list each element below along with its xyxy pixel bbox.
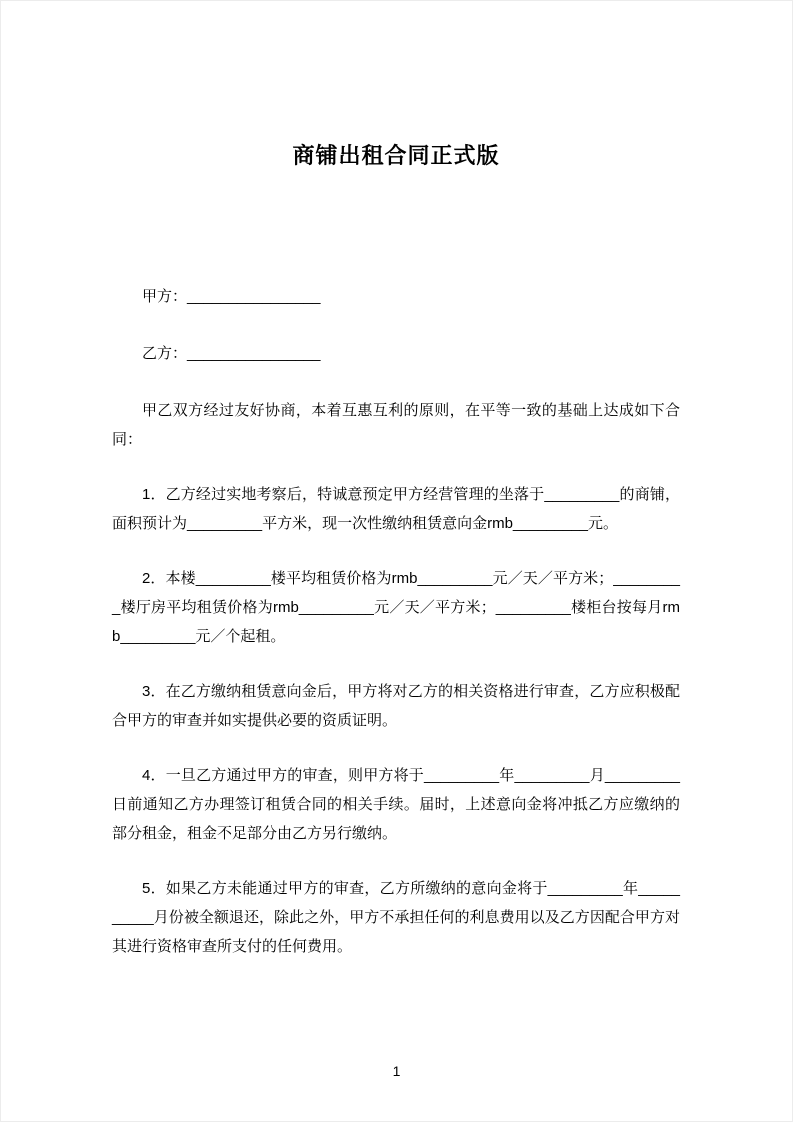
intro-paragraph: 甲乙双方经过友好协商，本着互惠互利的原则，在平等一致的基础上达成如下合同： [112, 402, 680, 448]
clause-4: 4．一旦乙方通过甲方的审查，则甲方将于_________年_________月_________日前通知乙方办理签订租赁合同的相关手续。届时，上述意向金将冲抵乙方应缴纳的部分租金，租金不足部分由乙方另行缴纳。 [112, 767, 680, 842]
clause-1: 1．乙方经过实地考察后，特诚意预定甲方经营管理的坐落于_________的商铺，面积预计为_________平方米，现一次性缴纳租赁意向金rmb_________元。 [112, 486, 680, 532]
party-a-line: 甲方：________________ [142, 288, 321, 305]
party-b-line: 乙方：________________ [142, 345, 321, 362]
clause-5: 5．如果乙方未能通过甲方的审查，乙方所缴纳的意向金将于_________年__________月份被全额退还，除此之外，甲方不承担任何的利息费用以及乙方因配合甲方对其进行资格审查所支付的任何费用。 [112, 880, 680, 955]
document-title: 商铺出租合同正式版 [292, 143, 500, 168]
page-number: 1 [392, 1063, 401, 1079]
clause-2: 2．本楼_________楼平均租赁价格为rmb_________元／天／平方米；_________楼厅房平均租赁价格为rmb_________元／天／平方米；_________楼柜台按每月rmb_________元／个起租。 [112, 570, 680, 645]
clause-3: 3．在乙方缴纳租赁意向金后，甲方将对乙方的相关资格进行审查，乙方应积极配合甲方的审查并如实提供必要的资质证明。 [112, 683, 680, 729]
